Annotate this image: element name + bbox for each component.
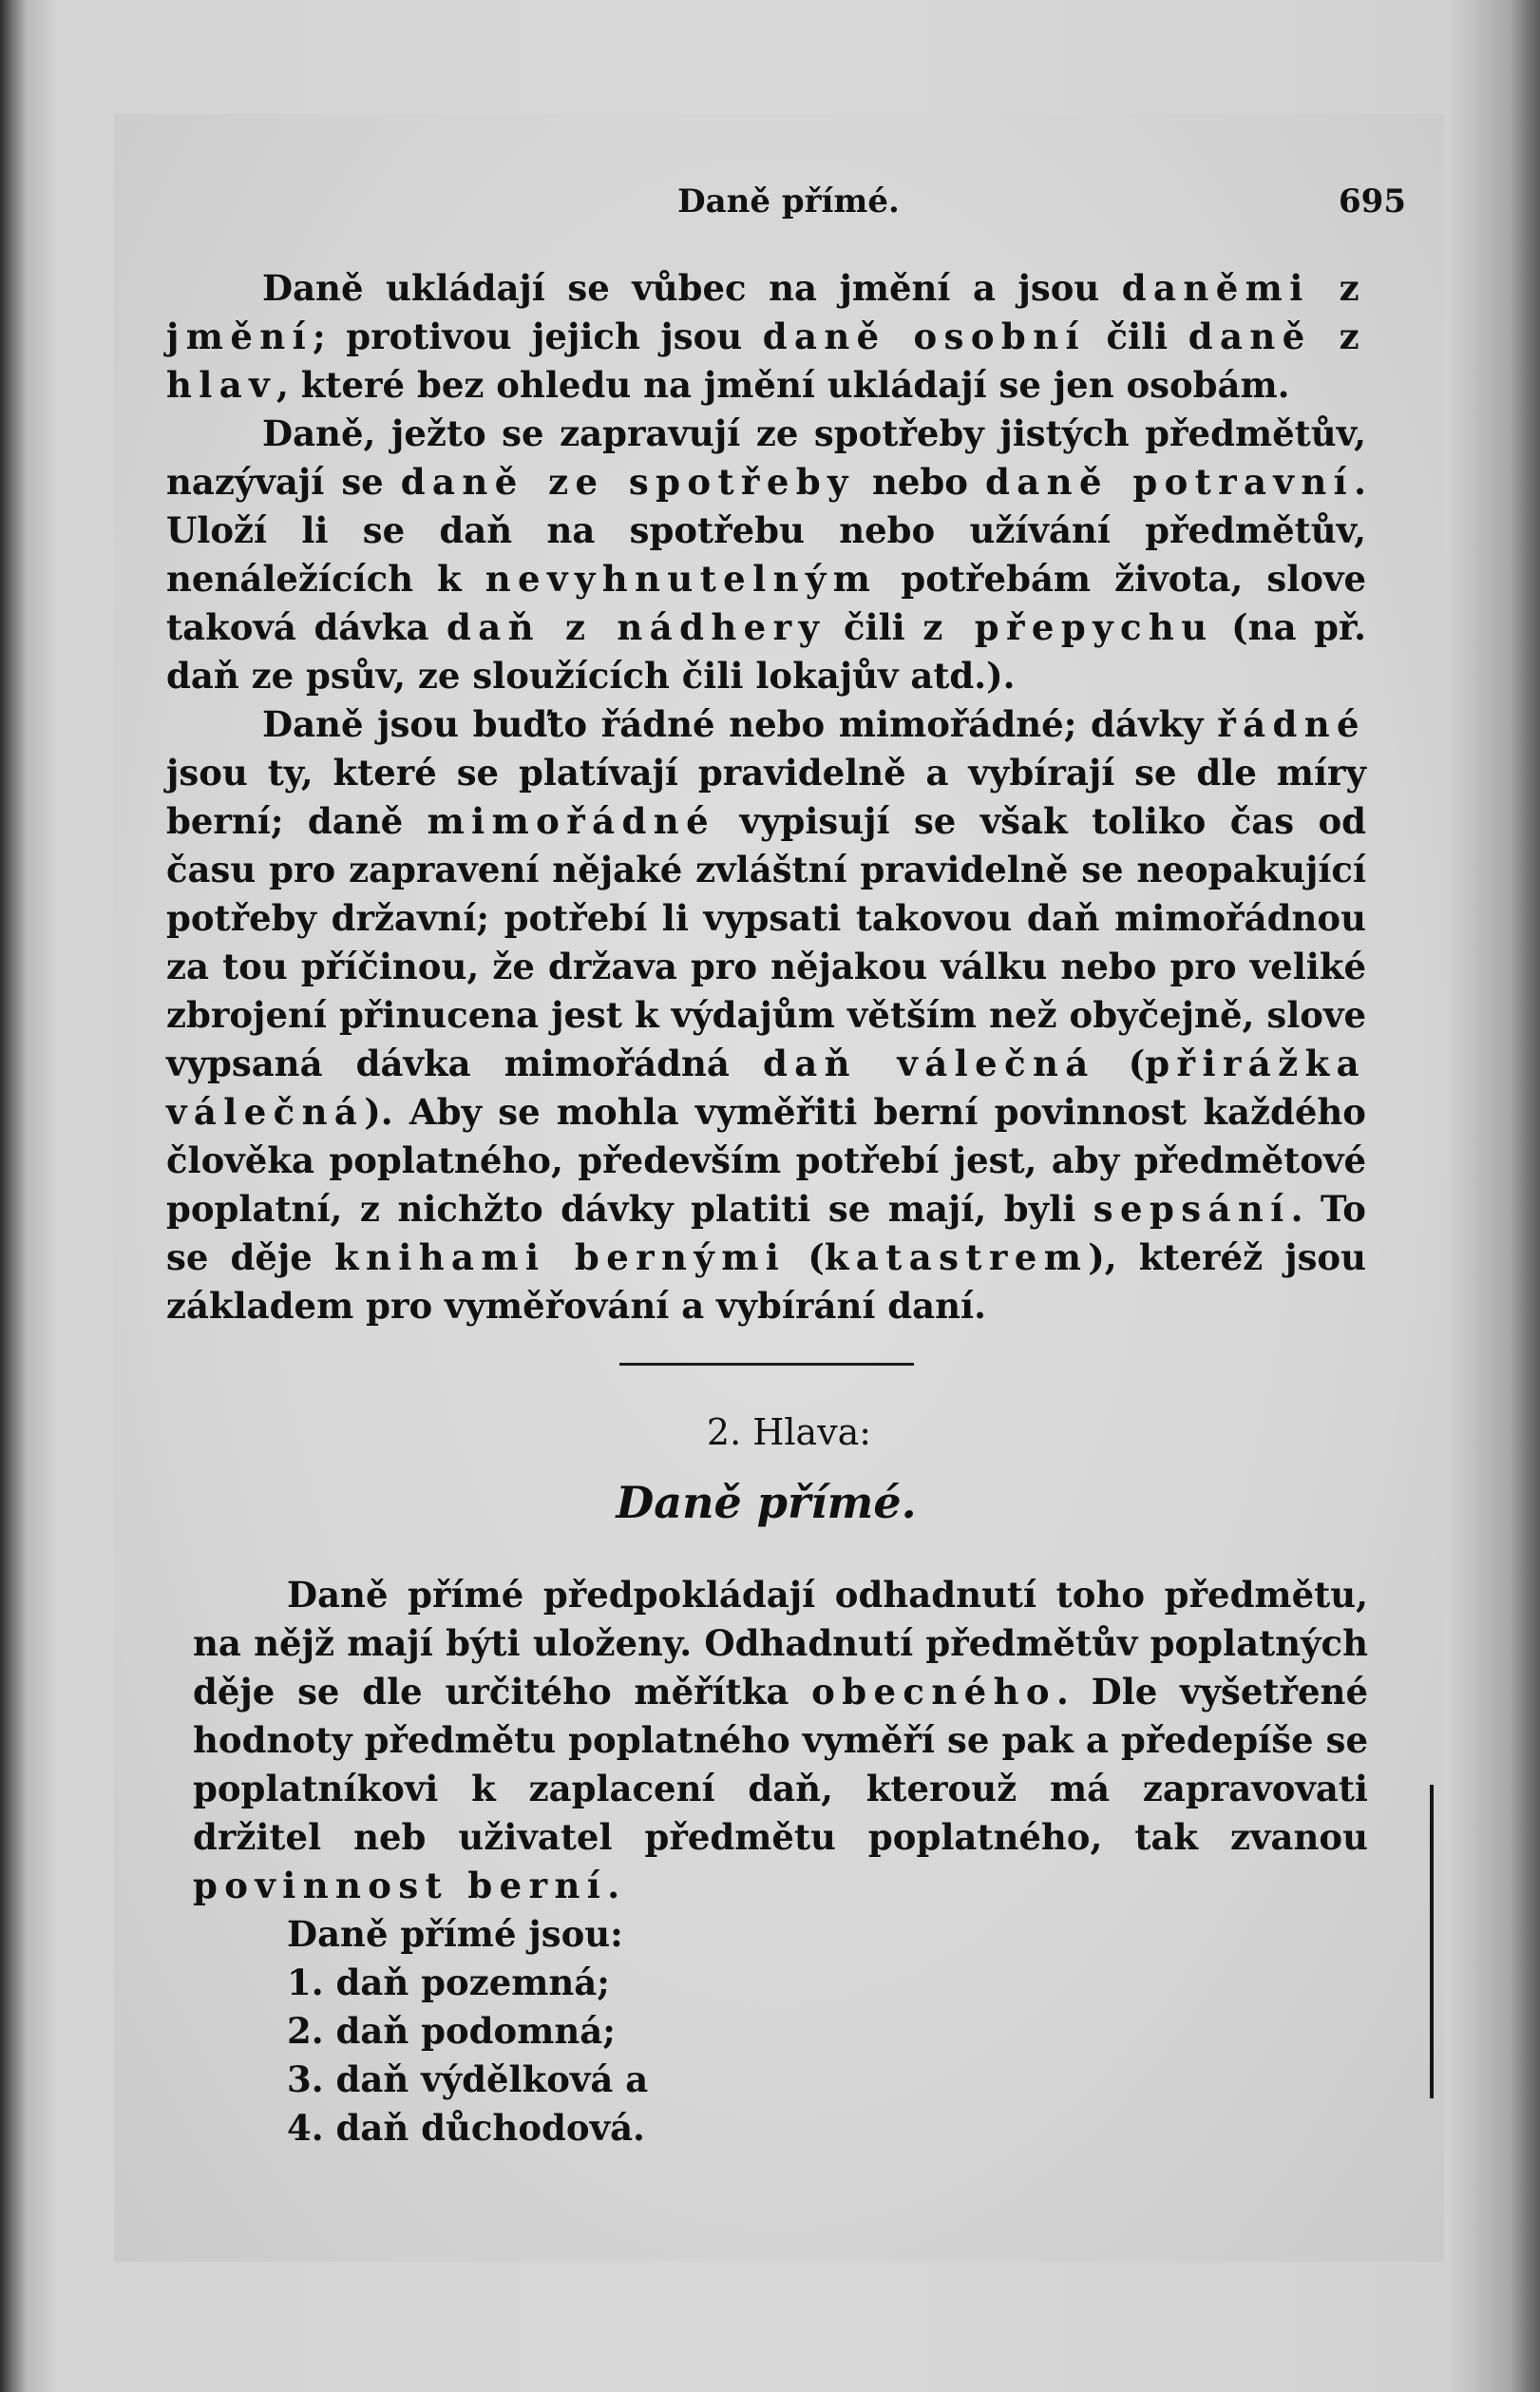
spaced-term: knihami bernými (333, 1236, 787, 1278)
spaced-term: daně osobní (762, 316, 1086, 357)
section-divider (619, 1363, 914, 1366)
text-run: , které bez ohledu na jmění ukládají se jen osobám. (276, 364, 1290, 406)
text-run: . To se děje (166, 1188, 1366, 1278)
text-run: Daně jsou buďto řádné nebo mimořádné; dávky (262, 703, 1218, 745)
paragraph-2 (166, 410, 1366, 700)
paragraph-3 (166, 700, 1366, 1330)
spaced-term: daň z nádhery (447, 606, 827, 648)
text-run: ), kteréž jsou základem pro vyměřování a vybírání daní. (166, 1236, 1366, 1327)
text-run: (na př. daň ze psův, ze sloužících čili lokajův atd.). (166, 606, 1366, 697)
chapter-number: 2. Hlava: (706, 1411, 872, 1453)
list-item: 4. daň důchodová. (287, 2107, 645, 2149)
spaced-term: sepsání (1093, 1188, 1291, 1230)
spaced-term: daně ze spotřeby (400, 461, 855, 503)
text-run: Daně přímé předpokládají odhadnutí toho předmětu, na nějž mají býti uloženy. Odhadnutí předmětův poplatných děje se dle určitého měřítka (193, 1574, 1368, 1713)
text-run: ). Aby se mohla vyměřiti berní povinnost každého člověka poplatného, především potřebí jest, aby předmětové poplatní, z nichžto dávky platiti se mají, byli (166, 1091, 1366, 1230)
spaced-term: daně z hlav (166, 316, 1366, 406)
list-item: 1. daň pozemná; (287, 1961, 610, 2003)
list-item: 3. daň výdělková a (287, 2058, 649, 2100)
text-run: ( (786, 1236, 825, 1278)
running-title: Daně přímé. (677, 182, 900, 220)
text-run: ; protivou jejich jsou (313, 316, 763, 357)
spaced-term: obecného (811, 1671, 1056, 1713)
text-run: vypisují se však toliko čas od času pro zapravení nějaké zvláštní pravidelně se neopakující potřeby državní; potřebí li vypsati takovou daň mimořádnou za tou příčinou, že država pro nějakou válku nebo pro veliké zbrojení přinucena jest k výdajům větším než obyčejně, slove vypsaná dávka mimořádná (166, 800, 1366, 1084)
text-run: potřebám života, slove taková dávka (166, 558, 1366, 648)
body-text (166, 264, 1366, 2153)
text-run: čili (826, 606, 923, 648)
chapter-title: Daně přímé. (616, 1477, 917, 1528)
text-run: Daně, ježto se zapravují ze spotřeby jistých předmětův, nazývají se (166, 412, 1366, 503)
text-run: čili (1085, 316, 1188, 357)
list-item: 2. daň podomná; (287, 2010, 616, 2052)
spaced-term: katastrem (824, 1236, 1089, 1278)
text-run: . Dle vyšetřené hodnoty předmětu poplatného vyměří se pak a předepíše se poplatníkovi k zaplacení daň, kterouž má zapravovati držitel neb uživatel předmětu poplatného, tak zvanou (193, 1671, 1368, 1858)
spaced-term: nevyhnutelným (485, 558, 878, 600)
text-run: . Uloží li se daň na spotřebu nebo užívání předmětův, nenáležících k (166, 461, 1366, 600)
margin-pencil-mark (1430, 1785, 1434, 2098)
chapter-body (193, 1571, 1368, 2153)
spaced-term: mimořádné (427, 800, 716, 842)
book-page (114, 114, 1444, 2262)
spaced-term: daň válečná (762, 1043, 1095, 1084)
spaced-term: daně potravní (985, 461, 1355, 503)
text-run: nebo (854, 461, 985, 503)
spaced-term: řádné (1217, 703, 1366, 745)
spaced-term: daněmi z jmění (166, 267, 1366, 357)
paragraph-1 (166, 264, 1366, 410)
text-run: jsou ty, které se platívají pravidelně a vybírají se dle míry berní; daně (166, 752, 1366, 842)
text-run: ( (1094, 1043, 1146, 1084)
paragraph-4 (193, 1571, 1368, 1910)
tax-type-list (193, 1959, 1368, 2153)
spaced-term: z přepychu (922, 606, 1214, 648)
spaced-term: přirážka válečná (166, 1043, 1366, 1133)
text-run: Daně ukládají se vůbec na jmění a jsou (262, 267, 1122, 309)
spaced-term: povinnost berní (193, 1865, 608, 1906)
text-run: . (607, 1865, 620, 1906)
list-intro: Daně přímé jsou: (287, 1913, 623, 1955)
page-number: 695 (1339, 182, 1406, 220)
running-header (171, 182, 1406, 224)
